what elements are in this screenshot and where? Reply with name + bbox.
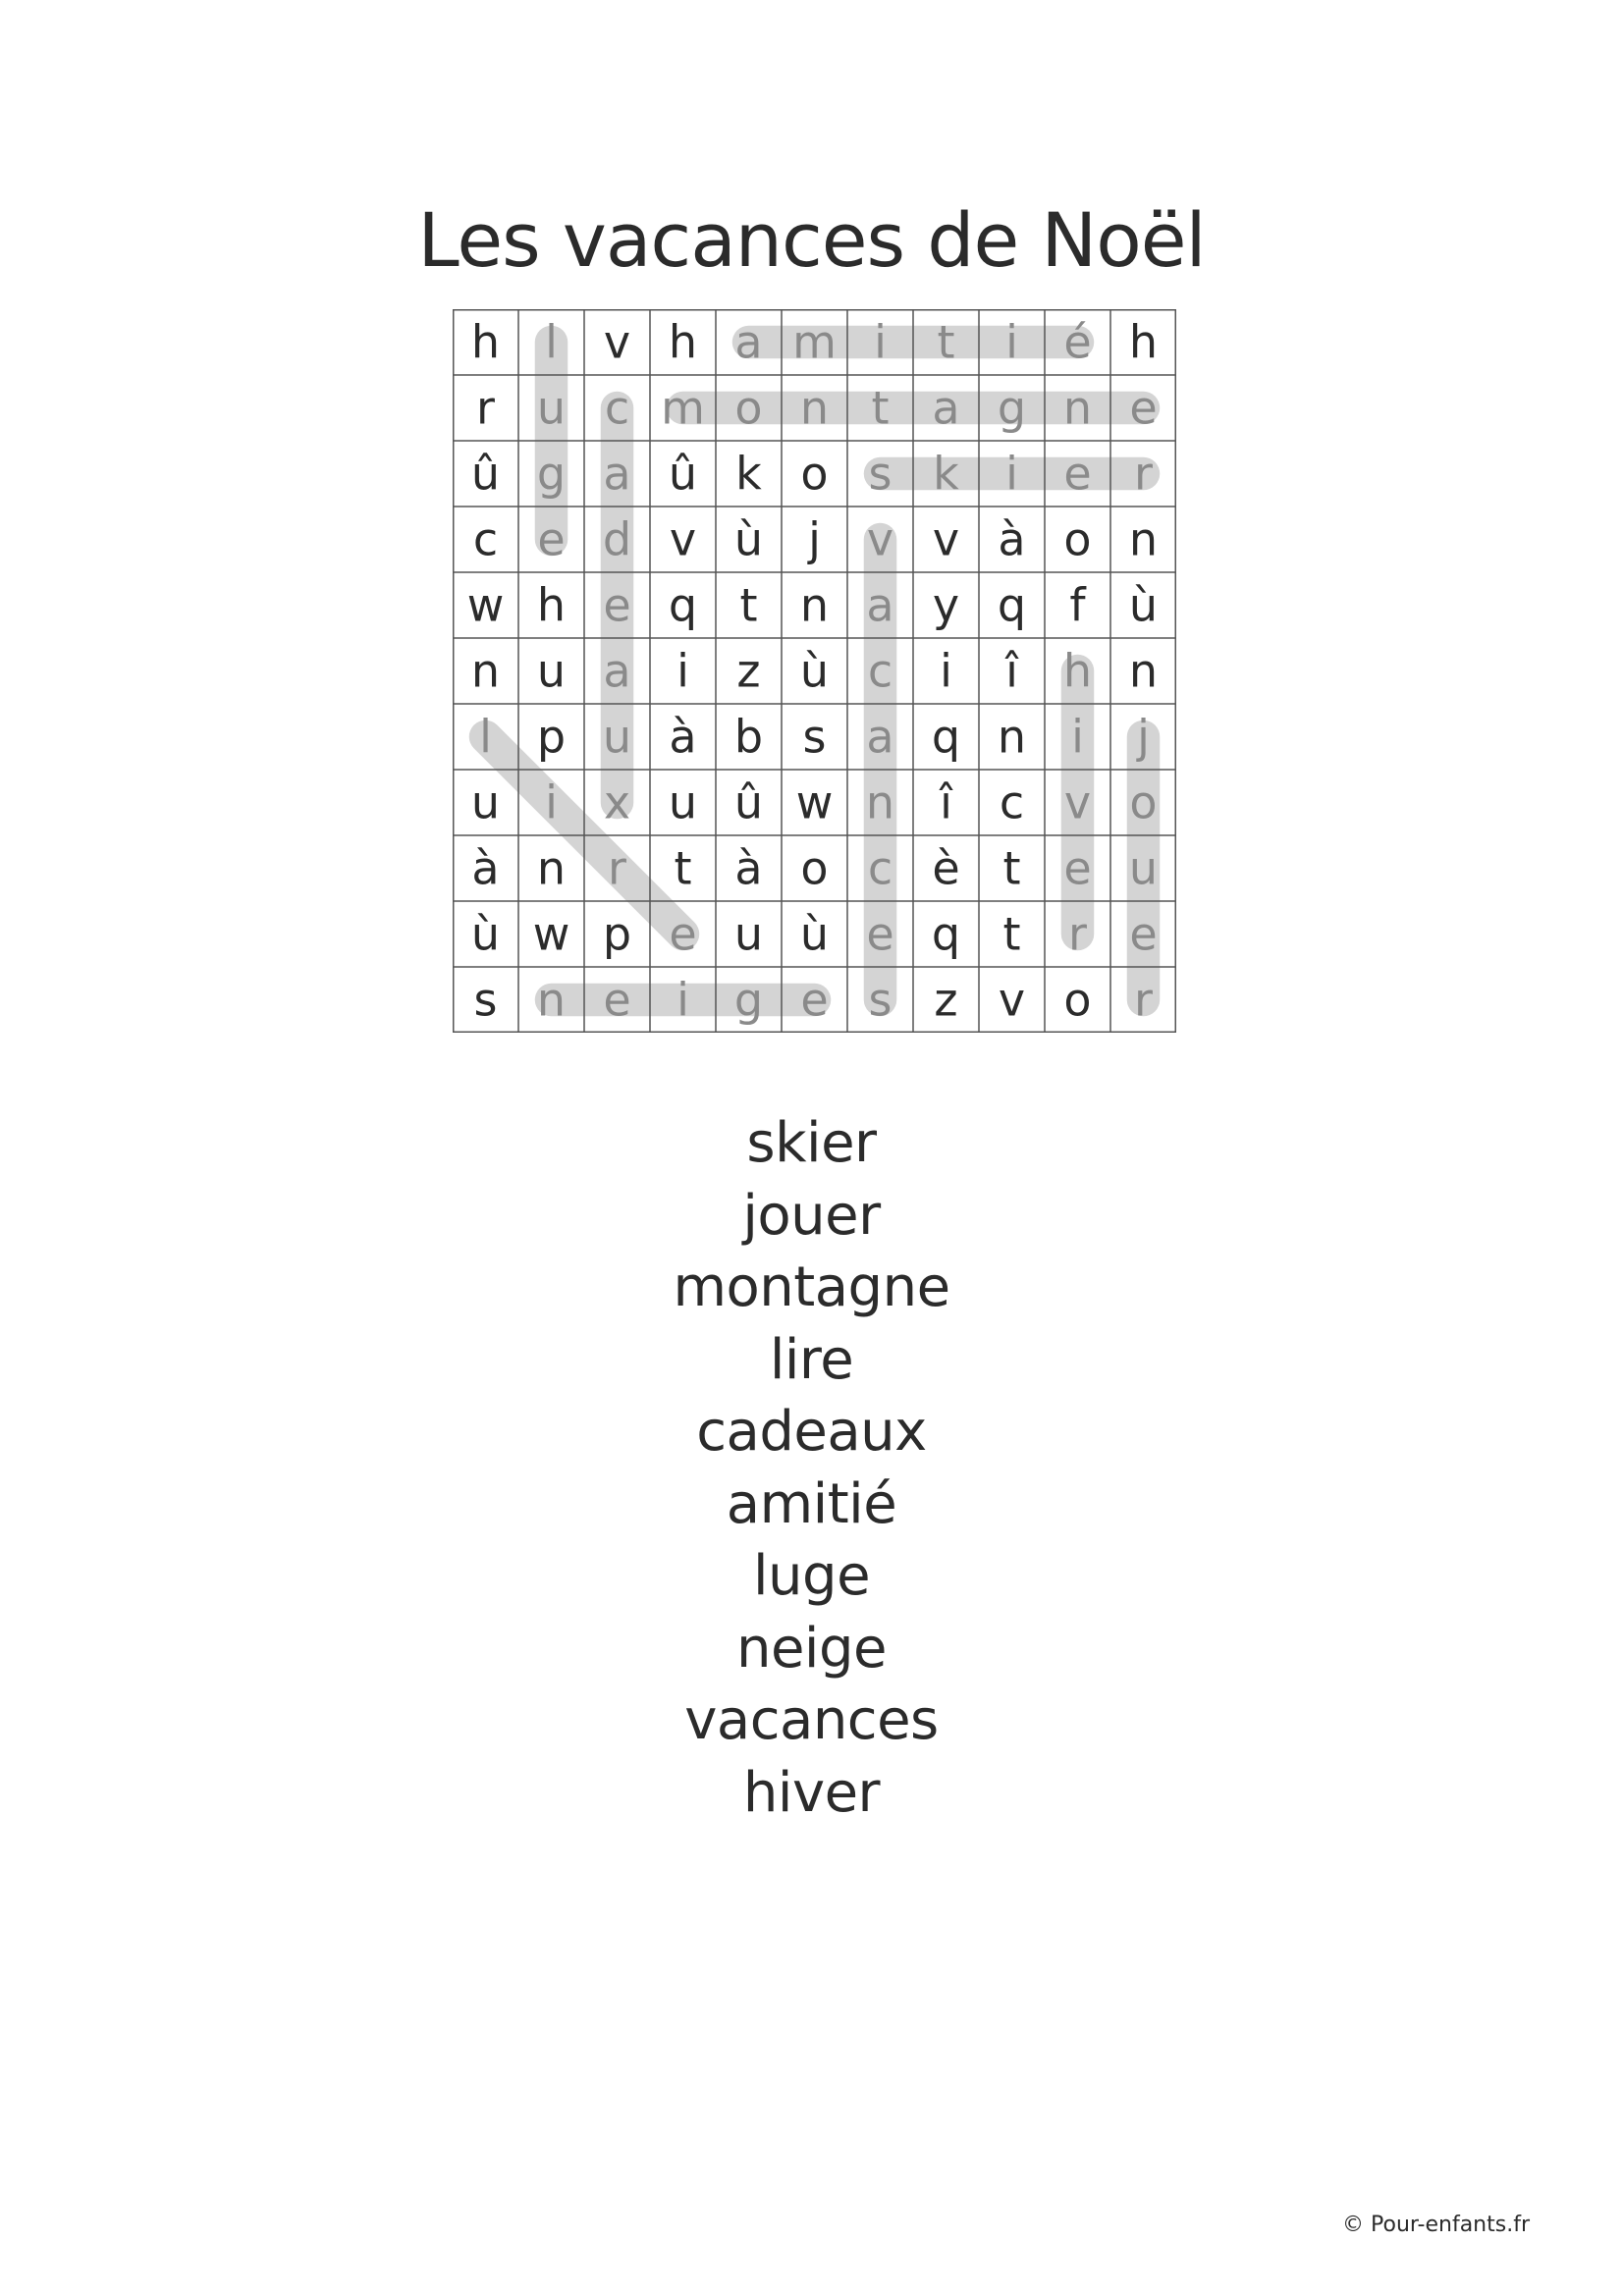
grid-cell-letter[interactable]: à <box>471 841 500 895</box>
word-list-item: skier <box>746 1111 877 1175</box>
grid-cell-letter[interactable]: û <box>668 447 698 501</box>
grid-cell-letter[interactable]: u <box>668 775 698 829</box>
grid-cell-letter[interactable]: a <box>734 315 763 369</box>
grid-cell-letter[interactable]: v <box>603 315 631 369</box>
grid-cell-letter[interactable]: e <box>1063 447 1092 501</box>
grid-cell-letter[interactable]: î <box>940 775 952 829</box>
grid-cell-letter[interactable]: o <box>1129 775 1158 829</box>
grid-cell-letter[interactable]: u <box>536 644 567 698</box>
grid-cell-letter[interactable]: t <box>739 578 758 632</box>
page-title: Les vacances de Noël <box>417 196 1206 284</box>
grid-cell-letter[interactable]: h <box>470 315 501 369</box>
grid-cell-letter[interactable]: n <box>799 578 830 632</box>
grid-cell-letter[interactable]: n <box>1128 512 1159 566</box>
grid-cell-letter[interactable]: l <box>545 315 558 369</box>
word-list-item: amitié <box>726 1471 897 1536</box>
grid-cell-letter[interactable]: v <box>669 512 697 566</box>
grid-cell-letter[interactable]: n <box>997 710 1027 764</box>
grid-cell-letter[interactable]: e <box>537 512 566 566</box>
grid-cell-letter[interactable]: e <box>866 907 894 961</box>
grid-cell-letter[interactable]: e <box>1063 841 1092 895</box>
grid-cell-letter[interactable]: g <box>536 447 567 501</box>
grid-cell-letter[interactable]: u <box>536 381 567 435</box>
grid-cell-letter[interactable]: û <box>470 447 501 501</box>
grid-cell-letter[interactable]: s <box>802 710 827 764</box>
grid-cell-letter[interactable]: h <box>1128 315 1159 369</box>
grid-cell-letter[interactable]: e <box>1129 381 1158 435</box>
grid-cell-letter[interactable]: î <box>1005 644 1018 698</box>
word-list-item: lire <box>769 1327 854 1392</box>
word-list-item: hiver <box>742 1760 881 1825</box>
grid-cell-letter[interactable]: q <box>997 578 1027 632</box>
grid-cell-letter[interactable]: h <box>1062 644 1093 698</box>
grid-cell-letter[interactable]: i <box>676 644 689 698</box>
grid-cell-letter[interactable]: w <box>795 775 834 829</box>
grid-cell-letter[interactable]: n <box>470 644 501 698</box>
grid-cell-letter[interactable]: à <box>734 841 763 895</box>
grid-cell-letter[interactable]: t <box>937 315 955 369</box>
grid-cell-letter[interactable]: p <box>602 907 632 961</box>
grid-cell-letter[interactable]: v <box>932 512 960 566</box>
word-list-item: jouer <box>742 1183 881 1248</box>
grid-cell-letter[interactable]: c <box>999 775 1025 829</box>
grid-cell-letter[interactable]: c <box>472 512 499 566</box>
grid-cell-letter[interactable]: i <box>1005 447 1018 501</box>
grid-cell-letter[interactable]: n <box>865 775 895 829</box>
grid-cell-letter[interactable]: ù <box>733 512 764 566</box>
grid-cell-letter[interactable]: d <box>602 512 632 566</box>
grid-cell-letter[interactable]: v <box>866 512 894 566</box>
grid-cell-letter[interactable]: v <box>998 973 1026 1027</box>
grid-cell-letter[interactable]: n <box>1062 381 1093 435</box>
grid-cell-letter[interactable]: ù <box>1128 578 1159 632</box>
grid-cell-letter[interactable]: o <box>800 447 829 501</box>
grid-cell-letter[interactable]: p <box>536 710 567 764</box>
grid-cell-letter[interactable]: c <box>867 644 893 698</box>
grid-cell-letter[interactable]: q <box>931 710 961 764</box>
grid-cell-letter[interactable]: y <box>932 578 960 632</box>
grid-cell-letter[interactable]: n <box>799 381 830 435</box>
grid-cell-letter[interactable]: f <box>1069 578 1086 632</box>
grid-cell-letter[interactable]: e <box>800 973 829 1027</box>
grid-cell-letter[interactable]: q <box>931 907 961 961</box>
grid-cell-letter[interactable]: s <box>868 447 893 501</box>
grid-cell-letter[interactable]: g <box>997 381 1027 435</box>
grid-cell-letter[interactable]: q <box>668 578 698 632</box>
grid-cell-letter[interactable]: w <box>532 907 570 961</box>
grid-cell-letter[interactable]: i <box>940 644 952 698</box>
grid-cell-letter[interactable]: k <box>735 447 762 501</box>
word-list-item: vacances <box>684 1688 939 1752</box>
grid-cell-letter[interactable]: m <box>661 381 705 435</box>
grid-cell-letter[interactable]: a <box>866 578 894 632</box>
word-list-item: neige <box>735 1616 887 1681</box>
grid-cell-letter[interactable]: h <box>536 578 567 632</box>
grid-cell-letter[interactable]: ù <box>799 644 830 698</box>
grid-cell-letter[interactable]: t <box>1002 841 1021 895</box>
grid-cell-letter[interactable]: à <box>669 710 697 764</box>
grid-cell-letter[interactable]: o <box>734 381 763 435</box>
grid-cell-letter[interactable]: n <box>536 841 567 895</box>
grid-cell-letter[interactable]: c <box>867 841 893 895</box>
grid-cell-letter[interactable]: t <box>1002 907 1021 961</box>
grid-cell-letter[interactable]: è <box>932 841 960 895</box>
word-list-item: montagne <box>673 1255 950 1319</box>
grid-cell-letter[interactable]: z <box>934 973 958 1027</box>
grid-cell-letter[interactable]: a <box>603 644 631 698</box>
grid-cell-letter[interactable]: o <box>800 841 829 895</box>
grid-cell-letter[interactable]: r <box>476 381 495 435</box>
grid-cell-letter[interactable]: u <box>470 775 501 829</box>
grid-cell-letter[interactable]: u <box>1128 841 1159 895</box>
grid-cell-letter[interactable]: e <box>669 907 697 961</box>
grid-cell-letter[interactable]: l <box>479 710 492 764</box>
grid-cell-letter[interactable]: i <box>545 775 558 829</box>
grid-cell-letter[interactable]: a <box>932 381 960 435</box>
grid-cell-letter[interactable]: i <box>1005 315 1018 369</box>
grid-cell-letter[interactable]: h <box>668 315 698 369</box>
grid-cell-letter[interactable]: n <box>536 973 567 1027</box>
grid-cell-letter[interactable]: é <box>1063 315 1092 369</box>
grid-cell-letter[interactable]: s <box>868 973 893 1027</box>
grid-cell-letter[interactable]: e <box>1129 907 1158 961</box>
grid-cell-letter[interactable]: û <box>733 775 764 829</box>
grid-cell-letter[interactable]: g <box>733 973 764 1027</box>
grid-cell-letter[interactable]: v <box>1063 775 1092 829</box>
grid-cell-letter[interactable]: i <box>874 315 887 369</box>
grid-cell-letter[interactable]: ù <box>799 907 830 961</box>
grid-cell-letter[interactable]: k <box>933 447 959 501</box>
grid-cell-letter[interactable]: t <box>674 841 692 895</box>
grid-cell-letter[interactable]: r <box>1134 973 1153 1027</box>
grid-cell-letter[interactable]: i <box>1071 710 1084 764</box>
grid-cell-letter[interactable]: n <box>1128 644 1159 698</box>
grid-cell-letter[interactable]: r <box>1068 907 1087 961</box>
grid-cell-letter[interactable]: o <box>1063 512 1092 566</box>
grid-cell-letter[interactable]: a <box>603 447 631 501</box>
grid-cell-letter[interactable]: r <box>1134 447 1153 501</box>
word-list <box>0 1107 1623 1829</box>
grid-cell-letter[interactable]: r <box>608 841 626 895</box>
grid-cell-letter[interactable]: i <box>676 973 689 1027</box>
word-list-item: cadeaux <box>696 1400 927 1464</box>
grid-cell-letter[interactable]: à <box>998 512 1026 566</box>
copyright-notice: © Pour-enfants.fr <box>1342 2213 1530 2237</box>
grid-cell-letter[interactable]: m <box>792 315 837 369</box>
grid-cell-letter[interactable]: j <box>808 512 821 566</box>
grid-cell-letter[interactable]: a <box>866 710 894 764</box>
grid-cell-letter[interactable]: t <box>871 381 890 435</box>
grid-cell-letter[interactable]: e <box>603 973 631 1027</box>
word-search-grid[interactable] <box>453 309 1176 1033</box>
grid-cell-letter[interactable]: z <box>736 644 761 698</box>
grid-cell-letter[interactable]: j <box>1137 710 1150 764</box>
grid-cell-letter[interactable]: u <box>602 710 632 764</box>
word-list-item: luge <box>752 1544 871 1608</box>
grid-cell-letter[interactable]: o <box>1063 973 1092 1027</box>
grid-cell-letter[interactable]: e <box>603 578 631 632</box>
grid-cell-letter[interactable]: x <box>603 775 631 829</box>
grid-cell-letter[interactable]: u <box>733 907 764 961</box>
grid-cell-letter[interactable]: w <box>466 578 505 632</box>
grid-cell-letter[interactable]: b <box>733 710 764 764</box>
grid-cell-letter[interactable]: c <box>604 381 630 435</box>
grid-cell-letter[interactable]: ù <box>470 907 501 961</box>
grid-cell-letter[interactable]: s <box>473 973 498 1027</box>
